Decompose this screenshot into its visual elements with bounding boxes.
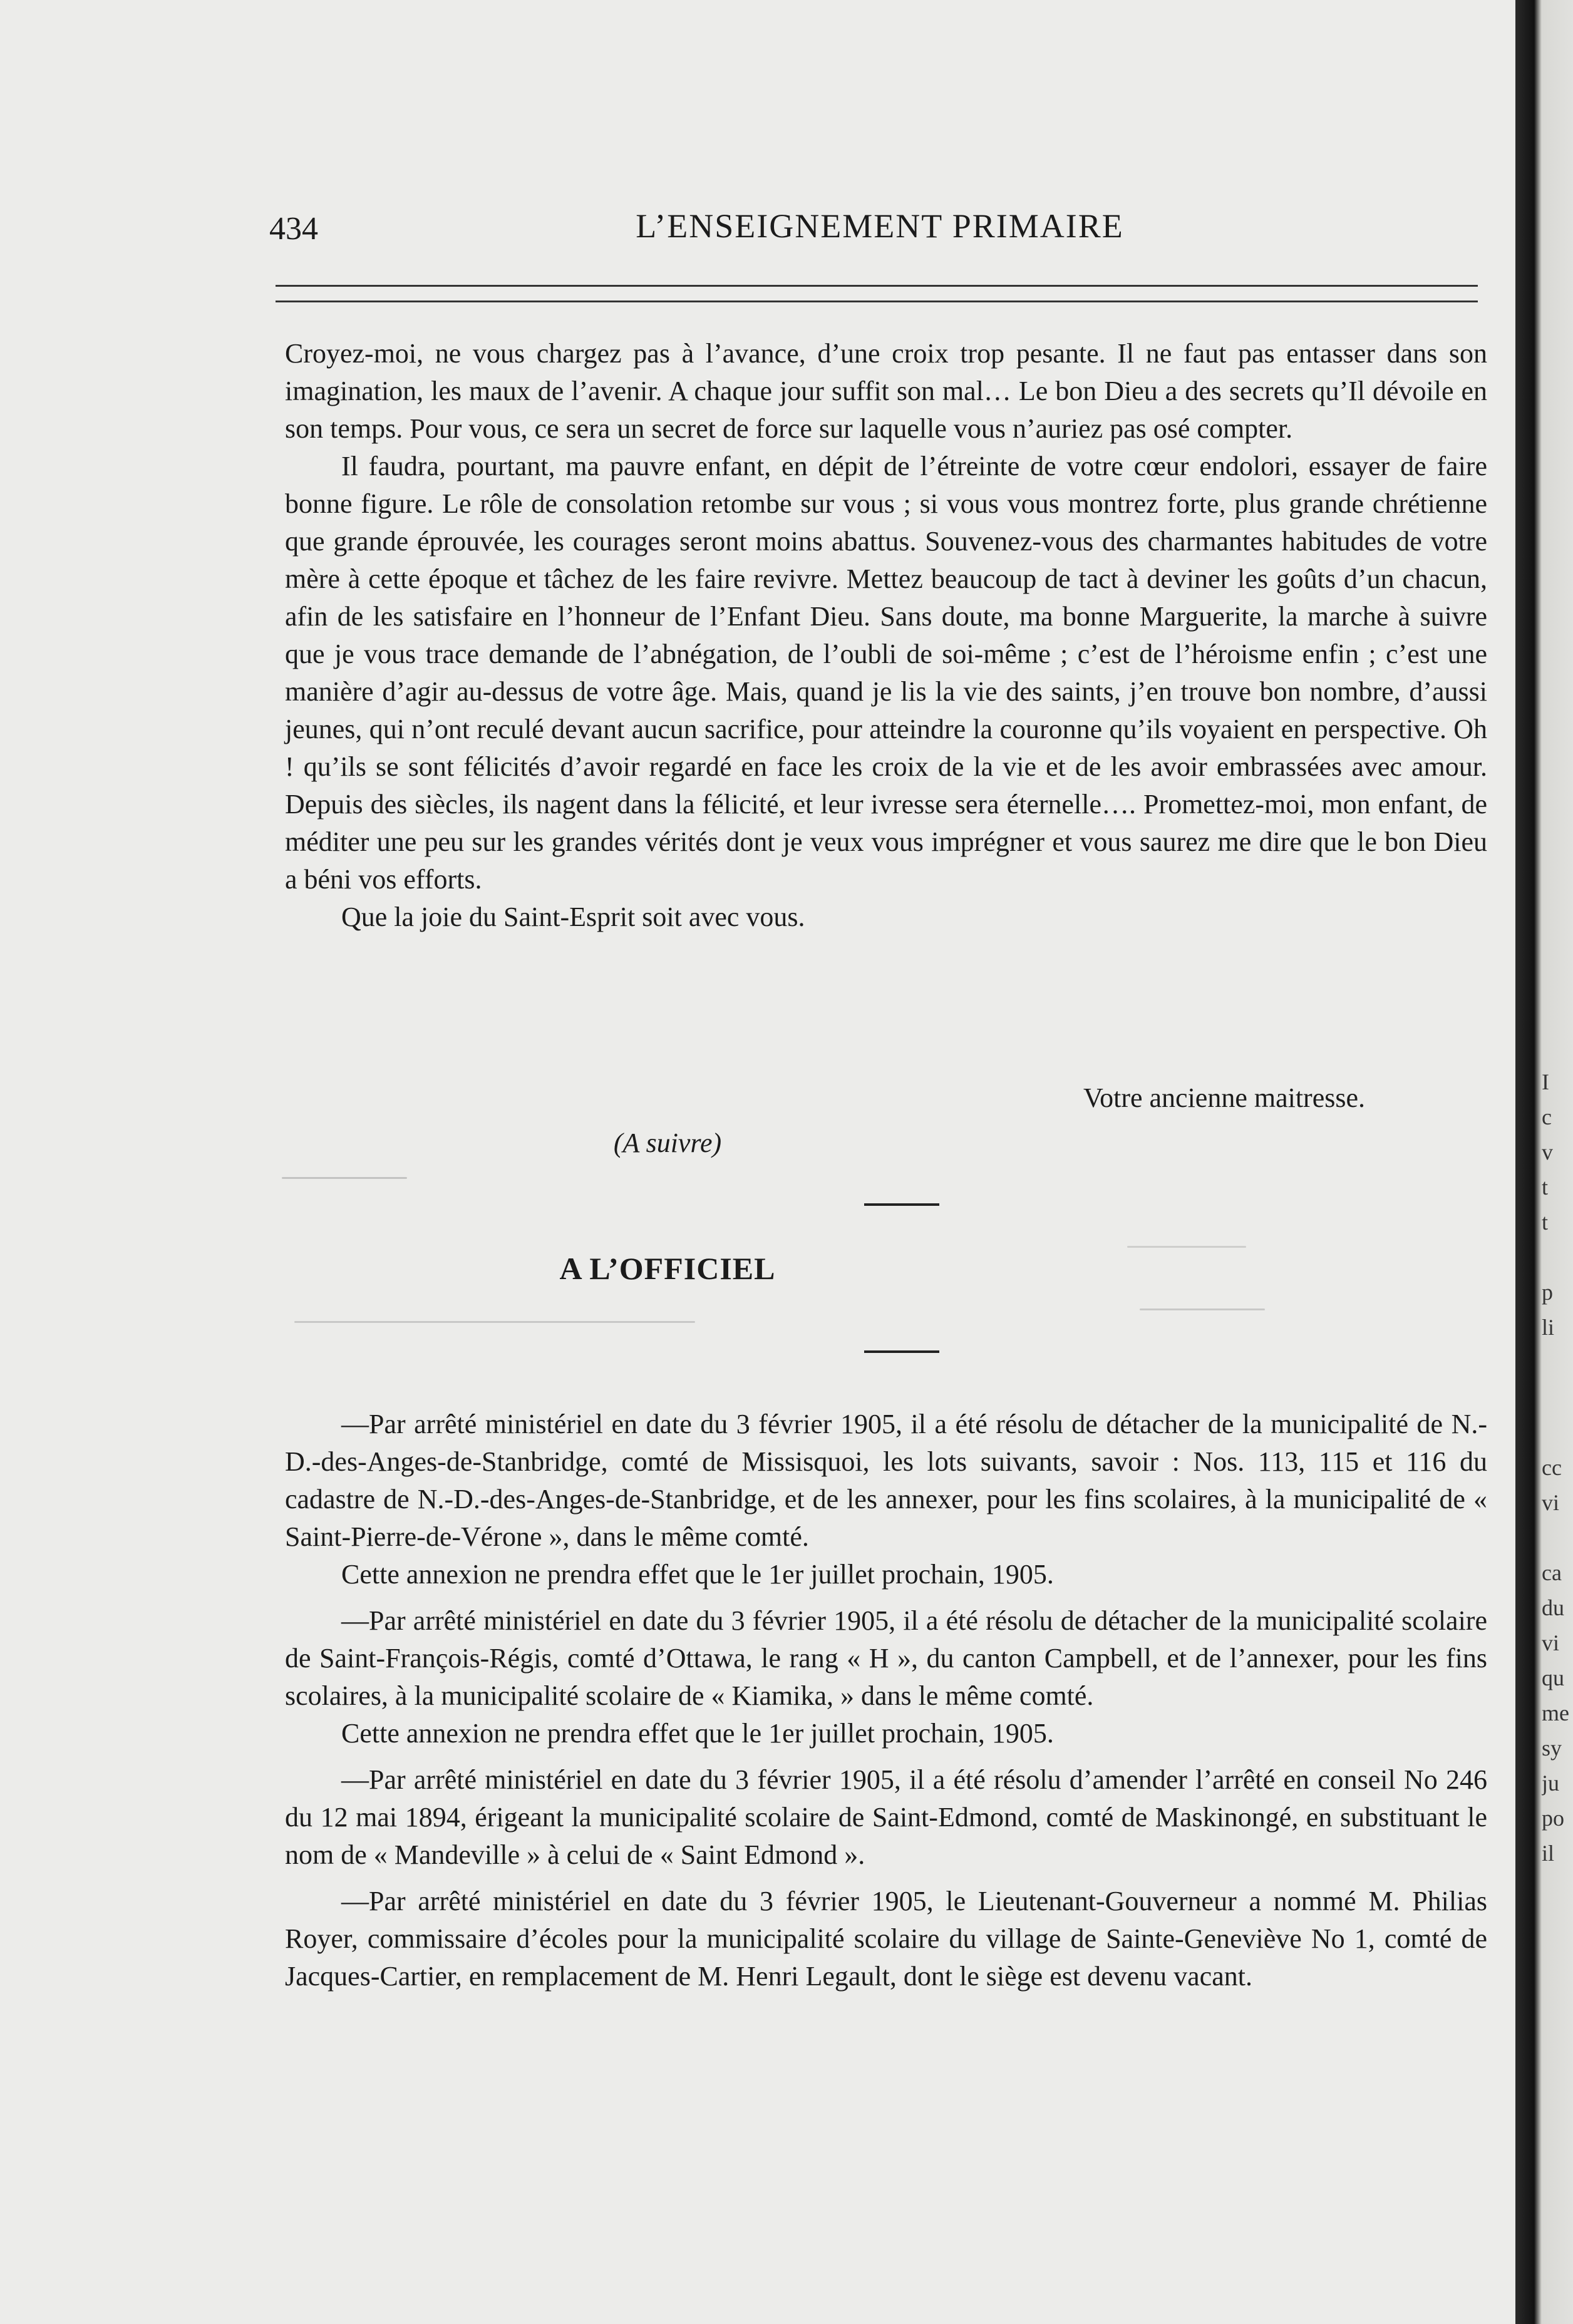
header-rule [276, 285, 1478, 302]
notice-paragraph-3: —Par arrêté ministériel en date du 3 février 1905, il a été résolu de détacher de la municipalité scolaire de Saint-François-Régis, comté d’Ottawa, le rang « H », du canton Campbell, et de l’annexer, pour les fins scolaires, à la municipalité scolaire de « Kiamika, » dans le même comté. [285, 1605, 1487, 1711]
next-page-fragment-line [1542, 1415, 1573, 1450]
next-page-fragment-line: p [1542, 1280, 1553, 1305]
next-page-fragment-line: il [1542, 1841, 1555, 1866]
notice-paragraph-6: —Par arrêté ministériel en date du 3 février 1905, le Lieutenant-Gouverneur a nommé M. Philias Royer, commissaire d’écoles pour la municipalité scolaire du village de Sainte-Geneviève No 1, comté de Jacques-Cartier, en remplacement de M. Henri Legault, dont le siège est devenu vacant. [285, 1886, 1487, 1992]
next-page-fragment-line: ju [1542, 1771, 1560, 1796]
running-title: L’ENSEIGNEMENT PRIMAIRE [636, 207, 1124, 245]
section-title: A L’OFFICIEL [559, 1251, 776, 1286]
notice-paragraph-4: Cette annexion ne prendra effet que le 1er juillet prochain, 1905. [341, 1718, 1054, 1749]
next-page-fragment-line: qu [1542, 1665, 1564, 1690]
notice-paragraph-2: Cette annexion ne prendra effet que le 1er juillet prochain, 1905. [341, 1559, 1054, 1590]
section-divider-top [864, 1203, 939, 1206]
next-page-fragment-line: t [1542, 1175, 1549, 1200]
next-page-fragment-line: t [1542, 1210, 1549, 1235]
next-page-fragment-line: sy [1542, 1735, 1562, 1761]
section-divider-bottom [864, 1350, 939, 1353]
letter-paragraph-1: Croyez-moi, ne vous chargez pas à l’avance, d’une croix trop pesante. Il ne faut pas entasser dans son imagination, les maux de l’avenir. A chaque jour suffit son mal… Le bon Dieu a des secrets qu’Il dévoile en son temps. Pour vous, ce sera un secret de force sur laquelle vous n’auriez pas osé compter. [285, 338, 1487, 444]
to-be-continued: (A suivre) [613, 1128, 722, 1158]
page-number: 434 [269, 211, 318, 247]
next-page-fragment-line: vi [1542, 1490, 1560, 1515]
next-page-fragment-line: vi [1542, 1630, 1560, 1655]
page-header [269, 207, 1490, 257]
print-speck [1127, 1246, 1246, 1248]
next-page-fragment-line: po [1542, 1806, 1564, 1831]
letter-paragraph-2: Il faudra, pourtant, ma pauvre enfant, en dépit de l’étreinte de votre cœur endolori, essayer de faire bonne figure. Le rôle de consolation retombe sur vous ; si vous vous montrez forte, plus grande chrétienne que grande éprouvée, les courages seront moins abattus. Souvenez-vous des charmantes habitudes de votre mère à cette époque et tâchez de les faire revivre. Mettez beaucoup de tact à deviner les goûts d’un chacun, afin de les satisfaire en l’honneur de l’Enfant Dieu. Sans doute, ma bonne Marguerite, la marche à suivre que je vous trace demande de l’abnégation, de l’oubli de soi-même ; c’est de l’héroisme enfin ; c’est une manière d’agir au-dessus de votre âge. Mais, quand je lis la vie des saints, j’en trouve bon nombre, d’aussi jeunes, qui n’ont reculé devant aucun sacrifice, pour atteindre la couronne qu’ils voyaient en perspective. Oh ! qu’ils se sont félicités d’avoir regardé en face les croix de la vie et de les avoir embrassées avec amour. Depuis des siècles, ils nagent dans la félicité, et leur ivresse sera éternelle…. Promettez-moi, mon enfant, de méditer une peu sur les grandes vérités dont je veux vous imprégner et vous saurez me dire que le bon Dieu a béni vos efforts. [285, 451, 1487, 895]
letter-body [285, 335, 1487, 936]
next-page-fragment-line [1542, 1380, 1573, 1415]
next-page-fragment-line: li [1542, 1315, 1555, 1340]
next-page-fragment-line: me [1542, 1700, 1569, 1725]
print-speck [282, 1177, 407, 1179]
notice-paragraph-5: —Par arrêté ministériel en date du 3 février 1905, il a été résolu d’amender l’arrêté en conseil No 246 du 12 mai 1894, érigeant la municipalité scolaire de Saint-Edmond, comté de Maskinongé, en substituant le nom de « Mandeville » à celui de « Saint Edmond ». [285, 1764, 1487, 1870]
next-page-fragment [1542, 1064, 1573, 1871]
next-page-fragment-line: c [1542, 1104, 1552, 1129]
next-page-fragment-line [1542, 1240, 1573, 1275]
print-speck [294, 1321, 695, 1323]
official-notices [285, 1406, 1487, 1995]
next-page-fragment-line: cc [1542, 1455, 1562, 1480]
letter-paragraph-3: Que la joie du Saint-Esprit soit avec vous. [341, 902, 805, 932]
next-page-fragment-line: ca [1542, 1560, 1562, 1585]
print-speck [1140, 1309, 1265, 1310]
next-page-fragment-line [1542, 1520, 1573, 1555]
next-page-fragment-line [1542, 1345, 1573, 1380]
letter-signature: Votre ancienne maitresse. [1083, 1082, 1366, 1113]
notice-paragraph-1: —Par arrêté ministériel en date du 3 février 1905, il a été résolu de détacher de la municipalité de N.-D.-des-Anges-de-Stanbridge, comté de Missisquoi, les lots suivants, savoir : Nos. 113, 115 et 116 du cadastre de N.-D.-des-Anges-de-Stanbridge, et de les annexer, pour les fins scolaires, à la municipalité de « Saint-Pierre-de-Vérone », dans le même comté. [285, 1409, 1487, 1552]
next-page-fragment-line: I [1542, 1069, 1549, 1094]
next-page-fragment-line: v [1542, 1139, 1553, 1165]
next-page-fragment-line: du [1542, 1595, 1564, 1620]
